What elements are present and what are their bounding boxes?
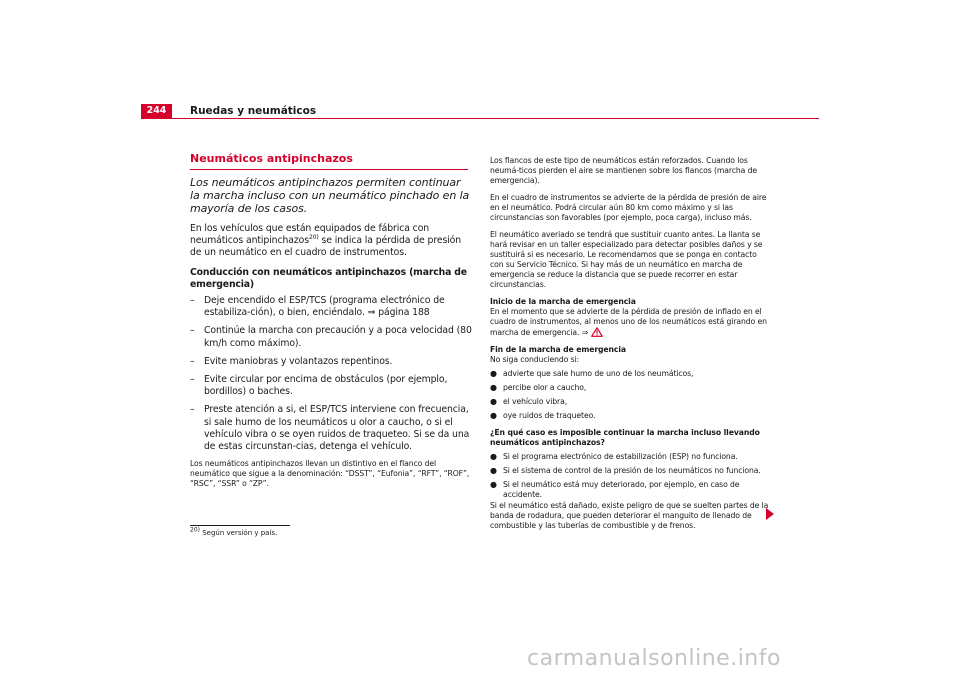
list-item-text: Evite maniobras y volantazos repentinos.	[204, 355, 393, 367]
list-item	[490, 383, 772, 393]
paragraph: Si el neumático está dañado, existe peligro de que se suelten partes de la banda de rodadura, que pueden deteriorar el manguito de llenado de combustible y las tuberías de combustible y de frenos.	[490, 501, 769, 530]
list-item	[490, 397, 772, 407]
header-divider	[141, 118, 819, 119]
list-item-text: Si el neumático está muy deteriorado, por ejemplo, en caso de accidente.	[503, 480, 740, 499]
warning-triangle-icon[interactable]	[591, 327, 603, 337]
footnote-divider	[190, 525, 290, 526]
bullet-marker: ●	[490, 411, 497, 420]
list-item-text: percibe olor a caucho,	[503, 383, 587, 392]
list-item-text: advierte que sale humo de uno de los neumáticos,	[503, 369, 694, 378]
list-item	[190, 404, 472, 453]
list-item	[190, 325, 472, 349]
list-item	[490, 452, 772, 462]
list-item-text: Si el programa electrónico de estabilización (ESP) no funciona.	[503, 452, 738, 461]
subheading: Inicio de la marcha de emergencia	[490, 297, 636, 306]
list-item-text: el vehículo vibra,	[503, 397, 568, 406]
paragraph: Los flancos de este tipo de neumáticos están reforzados. Cuando los neumá-ticos pierden el aire se mantienen sobre los flancos (marcha de emergencia).	[490, 156, 758, 185]
list-item	[190, 374, 472, 398]
footnote-text: Según versión y país.	[202, 529, 278, 537]
list-item	[190, 356, 472, 368]
bullet-list	[490, 369, 772, 421]
dash-marker: –	[190, 374, 195, 386]
paragraph: El neumático averiado se tendrá que sustituir cuanto antes. La llanta se hará revisar en un taller especializado para detectar posibles daños y se sustituirá si es necesario. Le recomendamos que se ponga en contacto con su Servicio Técnico. Si hay más de un neumático en marcha de emergencia se reduce la distancia que se puede recorrer en estar circunstancias.	[490, 230, 763, 289]
footnote-mark: 20)	[190, 526, 200, 534]
list-item	[490, 466, 772, 476]
list-item	[490, 411, 772, 421]
bullet-marker: ●	[490, 369, 497, 378]
list-item	[490, 480, 772, 500]
bullet-marker: ●	[490, 383, 497, 392]
paragraph	[490, 307, 772, 338]
dash-marker: –	[190, 295, 195, 307]
watermark: carmanualsonline.info	[527, 646, 781, 671]
list-item-text: Continúe la marcha con precaución y a poca velocidad (80 km/h como máximo).	[204, 325, 472, 349]
subheading: Fin de la marcha de emergencia	[490, 345, 627, 354]
paragraph-text: En el momento que se advierte de la pérdida de presión de inflado en el cuadro de instrumentos, al menos uno de los neumáticos está girando en marcha de emergencia. ⇒	[490, 307, 767, 337]
footnote	[190, 528, 277, 538]
bullet-marker: ●	[490, 452, 497, 461]
body-text: En los vehículos que están equipados de fábrica con neumáticos antipinchazos	[190, 223, 430, 247]
page-number: 244	[141, 104, 172, 118]
bullet-list	[490, 452, 772, 500]
list-item-text: Evite circular por encima de obstáculos (por ejemplo, bordillos) o baches.	[204, 374, 448, 398]
paragraph: No siga conduciendo si:	[490, 355, 580, 364]
bullet-marker: ●	[490, 397, 497, 406]
body-text-cont: se indica la pérdida de presión de un neumático en el cuadro de instrumentos.	[190, 235, 462, 259]
chapter-title: Ruedas y neumáticos	[190, 105, 317, 117]
list-item	[190, 295, 472, 319]
intro-paragraph: Los neumáticos antipinchazos permiten continuar la marcha incluso con un neumático pinchado en la mayoría de los casos.	[190, 176, 470, 215]
list-item-text: Preste atención a si, el ESP/TCS interviene con frecuencia, si sale humo de los neumáticos u olor a caucho, o si el vehículo vibra o se oyen ruidos de traqueteo. Si se da una de estas circunstan-cias, detenga el vehículo.	[204, 404, 470, 453]
dash-marker: –	[190, 355, 195, 367]
list-item-text: Deje encendido el ESP/TCS (programa electrónico de estabiliza-ción), o bien, enciéndalo. ⇒ página 188	[204, 295, 445, 319]
section-title: Neumáticos antipinchazos	[190, 152, 353, 165]
next-page-arrow-icon[interactable]	[766, 508, 774, 520]
list-item	[490, 369, 772, 379]
left-column	[190, 152, 472, 489]
steps-list	[190, 295, 472, 453]
note-paragraph: Los neumáticos antipinchazos llevan un distintivo en el flanco del neumático que sigue a la denominación: “DSST”, “Eufonia”, “RFT”, “ROF”, “RSC”, “SSR” o “ZP”.	[190, 459, 470, 489]
subheading: Conducción con neumáticos antipinchazos (marcha de emergencia)	[190, 266, 467, 290]
section-divider	[190, 169, 468, 170]
list-item-text: Si el sistema de control de la presión de los neumáticos no funciona.	[503, 466, 761, 475]
subheading: ¿En qué caso es imposible continuar la marcha incluso llevando neumáticos antipinchazos?	[490, 428, 760, 447]
paragraph: En el cuadro de instrumentos se advierte de la pérdida de presión de aire en el neumático. Podrá circular aún 80 km como máximo y si las circunstancias son favorables (por ejemplo, poca carga), incluso más.	[490, 193, 767, 222]
footnote-reference[interactable]: 20)	[309, 234, 319, 242]
bullet-marker: ●	[490, 480, 497, 489]
bullet-marker: ●	[490, 466, 497, 475]
list-item-text: oye ruidos de traqueteo.	[503, 411, 596, 420]
dash-marker: –	[190, 404, 195, 416]
dash-marker: –	[190, 325, 195, 337]
right-column	[490, 156, 772, 538]
body-paragraph	[190, 223, 472, 260]
